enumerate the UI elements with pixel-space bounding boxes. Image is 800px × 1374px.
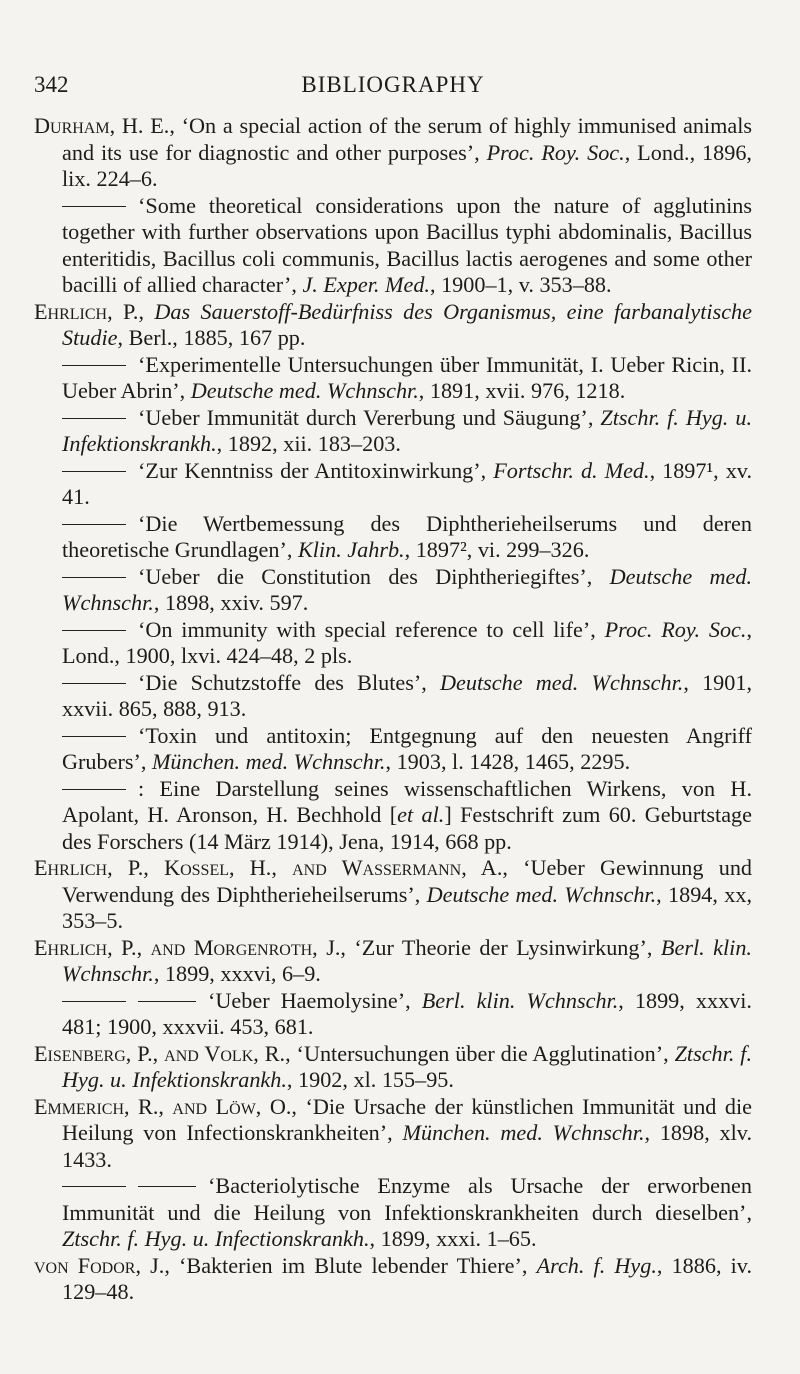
entry-journal: Berl. klin. Wchnschr.	[62, 934, 752, 986]
bibliography-entry	[34, 776, 752, 856]
entry-title: ‘Die Schutzstoffe des Blutes’,	[138, 669, 440, 695]
entry-citation: , 1898, xlv. 1433.	[62, 1120, 752, 1172]
entry-title: ‘Die Wertbemessung des Diphtherieheilserums und deren theoretische Grundlagen’,	[62, 510, 752, 562]
bibliography-entry	[34, 1173, 752, 1253]
bibliography-entry	[34, 670, 752, 723]
ditto-rule	[62, 365, 126, 366]
bibliography-list	[34, 113, 752, 1306]
ditto-rule	[62, 206, 126, 207]
entry-citation: , 1886, iv. 129–48.	[62, 1252, 752, 1304]
entry-citation: , 1903, l. 1428, 1465, 2295.	[385, 749, 631, 774]
entry-citation: , Lond., 1900, lxvi. 424–48, 2 pls.	[62, 616, 752, 668]
entry-author: Ehrlich, P.	[34, 298, 139, 324]
entry-title: ‘Ueber die Constitution des Diphtheriegiftes’,	[138, 563, 610, 589]
entry-citation: , 1894, xx, 353–5.	[62, 881, 752, 933]
entry-citation: , 1892, xii. 183–203.	[216, 431, 401, 456]
entry-citation: ] Festschrift zum 60. Geburtstage des Forschers (14 März 1914), Jena, 1914, 668 pp.	[62, 802, 752, 854]
ditto-rule	[62, 789, 126, 790]
bibliography-entry	[34, 511, 752, 564]
entry-citation: , 1900–1, v. 353–88.	[429, 272, 612, 297]
entry-citation: , 1899, xxxvi, 6–9.	[153, 961, 321, 986]
entry-title: ‘Ueber Immunität durch Vererbung und Säugung’,	[138, 404, 601, 430]
entry-author: Eisenberg, P., and Volk, R.	[34, 1040, 286, 1066]
ditto-rule	[138, 1186, 196, 1187]
bibliography-entry	[34, 405, 752, 458]
page-header	[34, 72, 752, 108]
entry-title: , ‘Ueber Gewinnung und Verwendung des Diphtherieheilserums’,	[62, 855, 753, 907]
entry-journal: Berl. klin. Wchnschr.	[421, 987, 619, 1013]
entry-journal: Ztschr. f. Hyg. u. Infektionskrankh.	[62, 1040, 753, 1092]
entry-citation: , 1891, xvii. 976, 1218.	[418, 378, 626, 403]
ditto-rule	[62, 524, 126, 525]
entry-journal: J. Exper. Med.	[302, 272, 430, 297]
bibliography-entry	[34, 458, 752, 511]
bibliography-entry	[34, 723, 752, 776]
bibliography-entry	[34, 564, 752, 617]
running-head: BIBLIOGRAPHY	[301, 72, 485, 97]
entry-title: , ‘Zur Theorie der Lysinwirkung’,	[340, 934, 661, 960]
bibliography-entry	[34, 935, 752, 988]
entry-citation: , 1898, xxiv. 597.	[153, 590, 309, 615]
ditto-rule	[62, 736, 126, 737]
entry-journal: Proc. Roy. Soc.	[486, 139, 625, 165]
entry-title: , ‘On a special action of the serum of highly immunised animals and its use for diagnostic and other purposes’,	[62, 113, 752, 165]
entry-journal: et al.	[397, 802, 445, 827]
entry-citation: , 1899, xxxvi. 481; 1900, xxxvii. 453, 681.	[62, 987, 752, 1039]
bibliography-entry	[34, 855, 752, 935]
entry-journal: Deutsche med. Wchnschr.	[190, 378, 419, 403]
entry-journal: Das Sauerstoff-Bedürfniss des Organismus, eine farbanalytische Studie	[62, 298, 752, 350]
entry-citation: , 1897², vi. 299–326.	[404, 537, 590, 562]
bibliography-entry	[34, 1041, 752, 1094]
ditto-rule	[62, 683, 126, 684]
entry-journal: Ztschr. f. Hyg. u. Infektionskrankh.	[62, 404, 752, 456]
entry-author: von Fodor, J.	[34, 1252, 165, 1278]
entry-title: ‘Zur Kenntniss der Antitoxinwirkung’,	[138, 457, 494, 483]
ditto-rule	[62, 418, 126, 419]
entry-title: : Eine Darstellung seines wissenschaftlichen Wirkens, von H. Apolant, H. Aronson, H. Bechhold [	[62, 775, 752, 827]
entry-journal: Ztschr. f. Hyg. u. Infectionskrankh.	[62, 1226, 370, 1251]
entry-journal: Klin. Jahrb.	[297, 537, 405, 562]
entry-citation: , Lond., 1896, lix. 224–6.	[62, 139, 752, 191]
entry-journal: Deutsche med. Wchnschr.	[426, 881, 657, 907]
entry-citation: , 1902, xl. 155–95.	[286, 1067, 454, 1092]
bibliography-entry	[34, 193, 752, 299]
entry-title: , ‘Untersuchungen über die Agglutination’,	[285, 1040, 675, 1066]
entry-title: ‘Toxin und antitoxin; Entgegnung auf den neuesten Angriff Grubers’,	[62, 722, 752, 774]
bibliography-entry	[34, 1253, 752, 1306]
bibliography-entry	[34, 1094, 752, 1174]
ditto-rule	[138, 1001, 196, 1002]
entry-author: Ehrlich, P., and Morgenroth, J.	[34, 934, 341, 960]
entry-title: ‘Experimentelle Untersuchungen über Immunität, I. Ueber Ricin, II. Ueber Abrin’,	[62, 351, 752, 403]
ditto-rule	[62, 471, 126, 472]
page-number: 342	[34, 72, 69, 97]
entry-journal: Arch. f. Hyg.	[536, 1252, 657, 1278]
entry-journal: Fortschr. d. Med.	[493, 457, 650, 483]
ditto-rule	[62, 577, 126, 578]
ditto-rule	[62, 1186, 126, 1187]
entry-title: , ‘Die Ursache der künstlichen Immunität und die Heilung von Infectionskrankheiten’,	[62, 1093, 752, 1145]
bibliography-entry	[34, 988, 752, 1041]
ditto-rule	[62, 630, 126, 631]
entry-citation: , 1897¹, xv. 41.	[62, 457, 752, 509]
entry-citation: , 1901, xxvii. 865, 888, 913.	[62, 669, 752, 721]
entry-title: ‘On immunity with special reference to cell life’,	[138, 616, 605, 642]
entry-title: ‘Some theoretical considerations upon the nature of agglutinins together with further observations upon Bacillus typhi abdominalis, Bacillus enteritidis, Bacillus coli communis, Bacillus lactis aerogenes and some other bacilli of allied character’,	[62, 192, 752, 297]
entry-author: Durham, H. E.	[34, 113, 170, 138]
bibliography-entry	[34, 617, 752, 670]
entry-title: ,	[138, 298, 155, 324]
entry-citation: , 1899, xxxi. 1–65.	[369, 1226, 537, 1251]
entry-journal: München. med. Wchnschr.	[151, 749, 386, 774]
bibliography-entry	[34, 113, 752, 193]
entry-author: Ehrlich, P., Kossel, H., and Wassermann, A.	[34, 855, 503, 880]
entry-title: , ‘Bakterien im Blute lebender Thiere’,	[164, 1252, 537, 1278]
entry-title: ‘Ueber Haemolysine’,	[208, 987, 422, 1013]
entry-title: ‘Bacteriolytische Enzyme als Ursache der erworbenen Immunität und die Heilung von Infektionskrankheiten durch dieselben’,	[62, 1173, 752, 1225]
bibliography-entry	[34, 299, 752, 352]
entry-citation: , Berl., 1885, 167 pp.	[117, 325, 306, 350]
bibliography-entry	[34, 352, 752, 405]
entry-journal: Deutsche med. Wchnschr.	[440, 669, 684, 695]
entry-journal: Proc. Roy. Soc.	[604, 616, 747, 642]
ditto-rule	[62, 1001, 126, 1002]
entry-journal: München. med. Wchnschr.	[402, 1120, 645, 1145]
entry-author: Emmerich, R., and Löw, O.	[34, 1093, 292, 1119]
entry-journal: Deutsche med. Wchnschr.	[62, 563, 752, 615]
